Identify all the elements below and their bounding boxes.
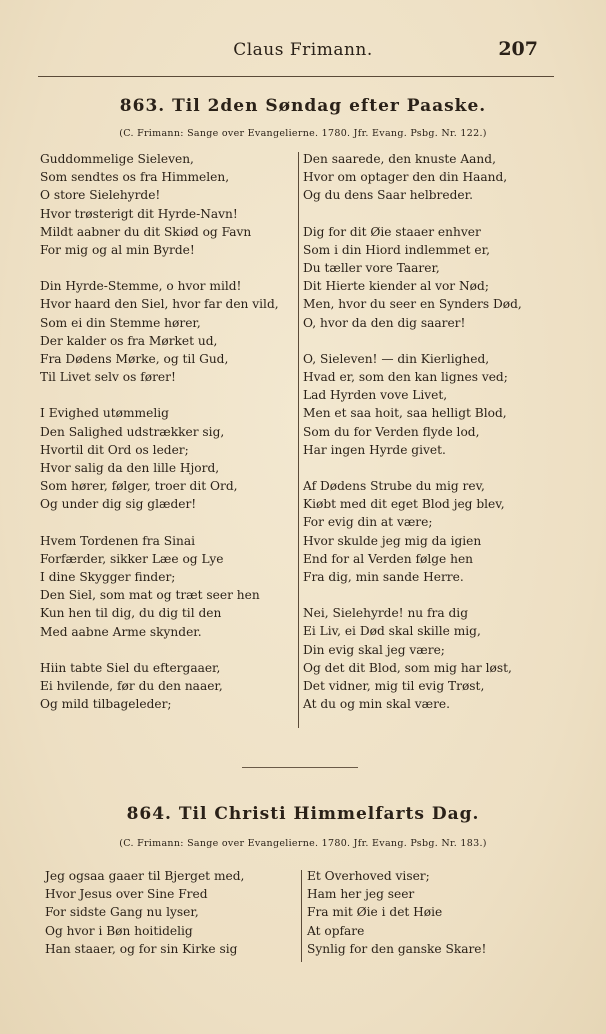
verse-line: Kun hen til dig, du dig til den (40, 606, 222, 621)
stanza (40, 277, 279, 386)
verse-line: Hvor Jesus over Sine Fred (45, 887, 208, 902)
verse-line: Du tæller vore Taarer, (303, 261, 440, 276)
verse-line: Som ei din Stemme hører, (40, 315, 201, 330)
verse-line: O store Sielehyrde! (40, 188, 161, 203)
verse-line: Og det dit Blod, som mig har løst, (303, 660, 512, 675)
verse-line: Som du for Verden flyde lod, (303, 424, 480, 439)
verse-line: Synlig for den ganske Skare! (307, 941, 487, 956)
verse-line: Ham her jeg seer (307, 887, 415, 902)
verse-line: End for al Verden følge hen (303, 551, 474, 566)
verse-line: For sidste Gang nu lyser, (45, 905, 199, 920)
stanza (303, 604, 522, 713)
verse-line: Et Overhoved viser; (307, 869, 430, 883)
verse-line: Kiøbt med dit eget Blod jeg blev, (303, 497, 505, 512)
verse-line: Har ingen Hyrde givet. (303, 442, 446, 457)
stanza (303, 477, 522, 586)
verse-line: Hvor salig da den lille Hjord, (40, 461, 220, 476)
verse-line: At opfare (307, 923, 365, 938)
stanza (303, 350, 522, 459)
verse-line: Den saarede, den knuste Aand, (303, 152, 496, 166)
verse-line: Din evig skal jeg være; (303, 642, 445, 657)
hymn-source: (C. Frimann: Sange over Evangelierne. 1780. Jfr. Evang. Psbg. Nr. 183.) (119, 838, 487, 849)
verse-line: Af Dødens Strube du mig rev, (303, 479, 485, 494)
verse-line: Nei, Sielehyrde! nu fra dig (303, 606, 468, 621)
verse-line: Jeg ogsaa gaaer til Bjerget med, (45, 869, 245, 883)
section-separator (242, 767, 358, 768)
verse-line: O, hvor da den dig saarer! (303, 315, 466, 330)
verse-line: Fra dig, min sande Herre. (303, 570, 464, 585)
verse-line: For mig og al min Byrde! (40, 243, 195, 258)
verse-line: At du og min skal være. (303, 697, 451, 712)
stanza (40, 404, 279, 513)
verse-line: Hvor skulde jeg mig da igien (303, 533, 482, 548)
stanza (303, 150, 522, 205)
verse-line: Der kalder os fra Mørket ud, (40, 333, 218, 348)
hymn-left-column (45, 867, 244, 976)
verse-line: Forfærder, sikker Læe og Lye (40, 551, 224, 566)
verse-line: Det vidner, mig til evig Trøst, (303, 679, 485, 694)
verse-line: Men et saa hoit, saa helligt Blod, (303, 406, 507, 421)
verse-line: Og under dig sig glæder! (40, 497, 197, 512)
stanza (303, 223, 522, 332)
verse-line: Dit Hierte kiender al vor Nød; (303, 279, 489, 294)
verse-line: Hvor haard den Siel, hvor far den vild, (40, 297, 279, 312)
verse-line: Hvor om optager den din Haand, (303, 170, 508, 185)
column-divider (301, 870, 302, 962)
verse-line: For evig din at være; (303, 515, 433, 530)
verse-line: Men, hvor du seer en Synders Død, (303, 297, 522, 312)
verse-line: Guddommelige Sieleven, (40, 152, 194, 166)
verse-line: Som i din Hiord indlemmet er, (303, 242, 491, 257)
header-rule (38, 76, 554, 77)
verse-line: Hiin tabte Siel du eftergaaer, (40, 660, 221, 675)
verse-line: Hvor trøsterigt dit Hyrde-Navn! (40, 206, 238, 221)
hymn-source: (C. Frimann: Sange over Evangelierne. 1780. Jfr. Evang. Psbg. Nr. 122.) (119, 128, 487, 139)
verse-line: I dine Skygger finder; (40, 570, 176, 585)
verse-line: Hvad er, som den kan lignes ved; (303, 370, 508, 385)
verse-line: Som sendtes os fra Himmelen, (40, 170, 230, 185)
verse-line: Og hvor i Bøn hoitidelig (45, 923, 193, 938)
verse-line: Og du dens Saar helbreder. (303, 188, 473, 203)
verse-line: Han staaer, og for sin Kirke sig (45, 941, 238, 956)
column-divider (298, 152, 299, 728)
verse-line: Til Livet selv os fører! (40, 370, 176, 385)
verse-line: Og mild tilbageleder; (40, 697, 172, 712)
stanza (45, 867, 244, 958)
hymn-right-column (303, 150, 522, 731)
verse-line: O, Sieleven! — din Kierlighed, (303, 351, 490, 366)
verse-line: Hvem Tordenen fra Sinai (40, 533, 196, 548)
verse-line: Dig for dit Øie staaer enhver (303, 224, 481, 239)
verse-line: Den Salighed udstrækker sig, (40, 424, 225, 439)
page-number: 207 (498, 38, 538, 60)
stanza (40, 150, 279, 259)
hymn-title: 864. Til Christi Himmelfarts Dag. (126, 804, 480, 824)
verse-line: Fra mit Øie i det Høie (307, 905, 443, 920)
hymn-left-column (40, 150, 279, 731)
verse-line: Mildt aabner du dit Skiød og Favn (40, 224, 252, 239)
verse-line: Hvortil dit Ord os leder; (40, 442, 189, 457)
verse-line: Ei hvilende, før du den naaer, (40, 679, 223, 694)
running-head-author: Claus Frimann. (233, 40, 373, 60)
verse-line: Ei Liv, ei Død skal skille mig, (303, 624, 481, 639)
hymn-right-column (307, 867, 486, 976)
verse-line: Fra Dødens Mørke, og til Gud, (40, 352, 229, 367)
stanza (40, 532, 279, 641)
verse-line: Som hører, følger, troer dit Ord, (40, 479, 238, 494)
verse-line: Med aabne Arme skynder. (40, 624, 202, 639)
hymn-title: 863. Til 2den Søndag efter Paaske. (119, 96, 487, 116)
stanza (307, 867, 486, 958)
verse-line: I Evighed utømmelig (40, 406, 169, 421)
stanza (40, 659, 279, 714)
verse-line: Din Hyrde-Stemme, o hvor mild! (40, 279, 242, 294)
verse-line: Den Siel, som mat og træt seer hen (40, 588, 260, 603)
verse-line: Lad Hyrden vove Livet, (303, 388, 448, 403)
